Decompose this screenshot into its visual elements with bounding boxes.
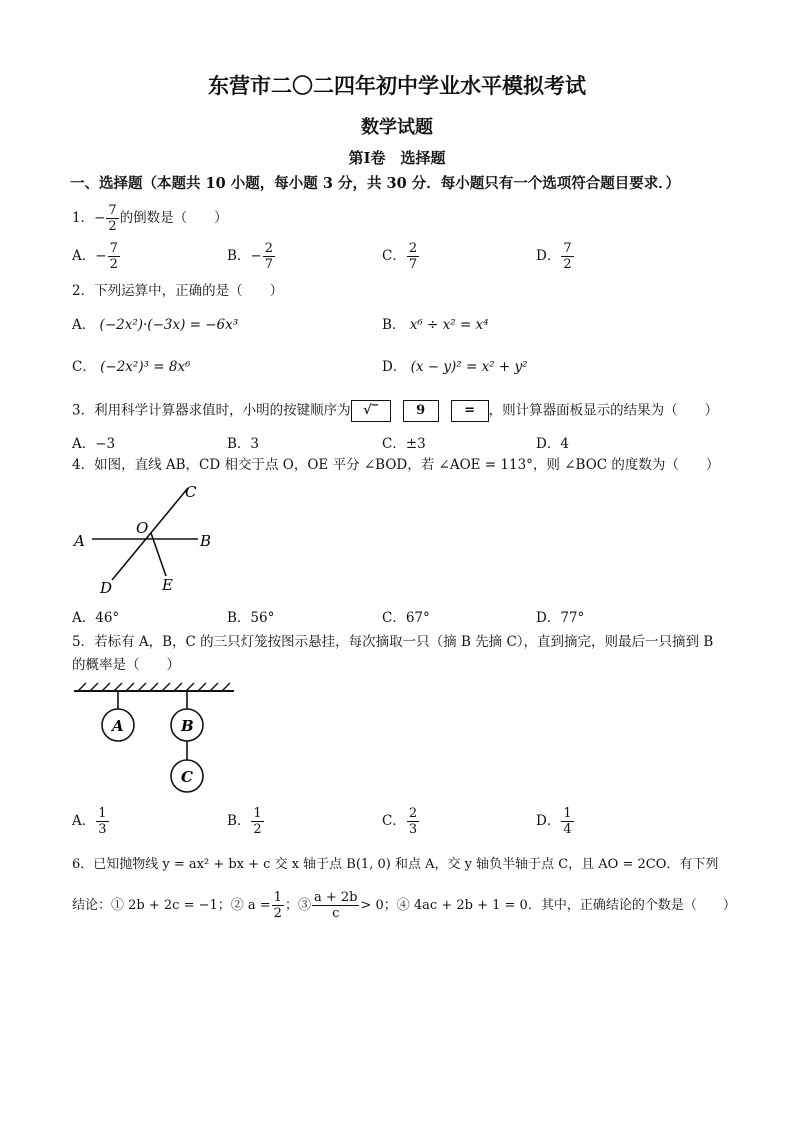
question-1 [72, 203, 228, 234]
q3-option-a[interactable]: A．−3 [72, 436, 116, 452]
question-text: 3．利用科学计算器求值时，小明的按键顺序为 [72, 402, 351, 419]
q1-option-d[interactable]: D． $\frac{7}{2}$ [536, 241, 572, 272]
question-4: 4．如图，直线 AB，CD 相交于点 O，OE 平分 ∠BOD，若 ∠AOE = 113°，则 ∠BOC 的度数为（ ） [72, 457, 720, 473]
volume-title: 第Ⅰ卷 选择题 [348, 149, 446, 167]
q1-option-b[interactable]: B．− $\frac{2}{7}$ [227, 241, 274, 272]
question-2: 2．下列运算中，正确的是（ ） [72, 283, 284, 299]
q2-option-c[interactable]: C． (−2x²)³ = 8x⁶ [72, 359, 191, 375]
angle-figure [70, 478, 240, 600]
sqrt-key: √‾ [351, 400, 391, 422]
q2-option-a[interactable]: A． (−2x²)·(−3x) = −6x³ [72, 317, 239, 333]
subject-title: 数学试题 [361, 117, 433, 138]
q2-option-d[interactable]: D． (x − y)² = x² + y² [382, 359, 528, 375]
q1-option-c[interactable]: C． $\frac{2}{7}$ [382, 241, 418, 272]
label-d: D [100, 579, 113, 597]
nine-key: 9 [403, 400, 439, 422]
q4-option-b[interactable]: B．56° [227, 610, 275, 626]
q5-option-c[interactable]: C． $\frac{2}{3}$ [382, 806, 418, 837]
fraction: $\frac{7}{2}$ [108, 203, 117, 234]
question-text-end: ，则计算器面板显示的结果为（ ） [488, 402, 719, 419]
q2-option-b[interactable]: B． x⁶ ÷ x² = x⁴ [382, 317, 489, 333]
question-6-line2: 结论：① 2b + 2c = −1；② a = $\frac{1}{2}$ ；③ $\frac{a + 2b}{c}$ > 0；④ 4ac + 2b + 1 = 0．其中，正确结论的个数是（ ） [72, 890, 736, 921]
label-b: B [200, 532, 212, 550]
q5-option-a[interactable]: A． $\frac{1}{3}$ [72, 806, 107, 837]
q4-option-c[interactable]: C．67° [382, 610, 430, 626]
q3-option-b[interactable]: B．3 [227, 436, 260, 452]
q4-option-a[interactable]: A．46° [72, 610, 120, 626]
label-o: O [136, 519, 149, 537]
minus-sign: − [94, 210, 106, 226]
q1-option-a[interactable]: A．− $\frac{7}{2}$ [72, 241, 118, 272]
question-6-line1: 6．已知抛物线 y = ax² + bx + c 交 x 轴于点 B(1, 0) 和点 A，交 y 轴负半轴于点 C，且 AO = 2CO．有下列 [72, 857, 719, 872]
lantern-figure [72, 680, 242, 802]
question-number: 1． [72, 210, 95, 226]
lantern-c-label: C [181, 768, 193, 786]
label-e: E [162, 576, 173, 594]
question-3 [72, 400, 718, 422]
label-c: C [185, 483, 197, 501]
question-5-line2: 的概率是（ ） [72, 657, 180, 673]
ceiling-hatch [78, 683, 230, 691]
label-a: A [74, 532, 85, 550]
section-heading: 一、选择题（本题共 10 小题，每小题 3 分，共 30 分．每小题只有一个选项符合题目要求．） [70, 175, 680, 192]
line-cd [112, 488, 188, 580]
q4-option-d[interactable]: D．77° [536, 610, 585, 626]
q5-option-d[interactable]: D． $\frac{1}{4}$ [536, 806, 572, 837]
q3-option-d[interactable]: D．4 [536, 436, 569, 452]
lantern-a-label: A [112, 717, 124, 735]
lantern-b-label: B [181, 717, 194, 735]
question-5-line1: 5．若标有 A，B，C 的三只灯笼按图示悬挂，每次摘取一只（摘 B 先摘 C），直到摘完，则最后一只摘到 B [72, 634, 714, 650]
exam-title: 东营市二〇二四年初中学业水平模拟考试 [208, 73, 586, 98]
q5-option-b[interactable]: B． $\frac{1}{2}$ [227, 806, 262, 837]
question-text: 的倒数是（ ） [119, 210, 228, 226]
equals-key: = [451, 400, 489, 422]
q3-option-c[interactable]: C．±3 [382, 436, 426, 452]
